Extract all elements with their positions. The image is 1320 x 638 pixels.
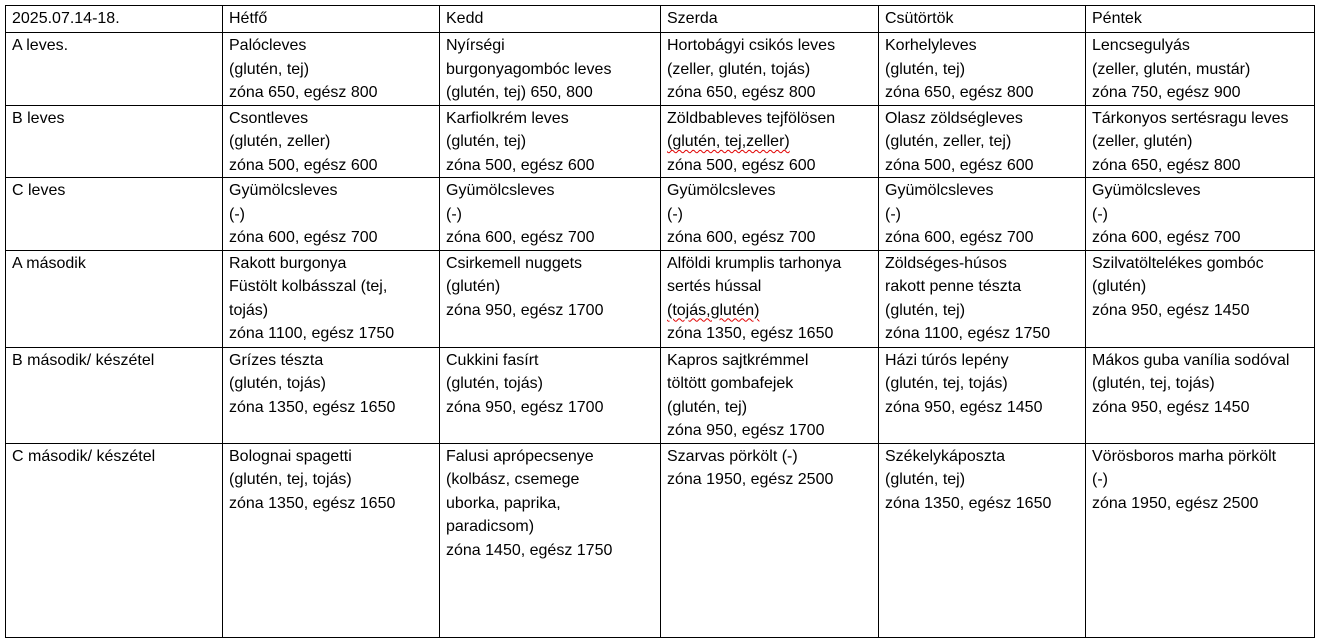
dish-name: Házi túrós lepény <box>885 351 1009 369</box>
allergens: (glutén, zeller, tej) <box>885 133 1012 150</box>
allergens: (-) <box>229 205 245 223</box>
menu-cell <box>661 178 879 251</box>
day-header-friday <box>1086 6 1315 33</box>
day-label: Csütörtök <box>885 10 954 27</box>
allergens: (glutén) <box>1092 278 1147 295</box>
row-label-cell <box>6 250 223 347</box>
price: zóna 950, egész 1700 <box>667 422 825 439</box>
price: zóna 500, egész 600 <box>667 156 816 174</box>
dish-name: Falusi aprópecsenye <box>446 447 594 465</box>
price: zóna 600, egész 700 <box>229 229 378 246</box>
price: zóna 950, egész 1700 <box>446 398 604 416</box>
spellcheck-underlined-text: (glutén, tej,zeller) <box>667 133 790 150</box>
dish-name: Tárkonyos sertésragu leves <box>1092 109 1289 127</box>
price: zóna 500, egész 600 <box>229 156 378 174</box>
day-header-thursday <box>879 6 1086 33</box>
dish-name: Csontleves <box>229 109 309 127</box>
dish-name: (kolbász, csemege <box>446 471 580 488</box>
price: zóna 650, egész 800 <box>885 84 1034 101</box>
price: zóna 500, egész 600 <box>885 156 1034 174</box>
dish-name: Lencsegulyás <box>1092 37 1190 54</box>
row-label: C leves <box>12 182 66 199</box>
allergens: (-) <box>446 205 462 223</box>
allergens: (-) <box>885 205 901 223</box>
menu-row-b-soup <box>6 105 1315 178</box>
menu-cell <box>1086 178 1315 251</box>
dish-name: Csirkemell nuggets <box>446 254 583 272</box>
dish-name: Zöldséges-húsos <box>885 254 1007 272</box>
menu-cell <box>879 178 1086 251</box>
dish-name: Szarvas pörkölt (-) <box>667 447 798 465</box>
day-label: Hétfő <box>229 10 268 27</box>
price: zóna 750, egész 900 <box>1092 84 1241 101</box>
menu-row-c-main <box>6 443 1315 637</box>
dish-name: Alföldi krumplis tarhonya <box>667 254 842 272</box>
price: zóna 950, egész 1450 <box>1092 301 1250 319</box>
price: zóna 600, egész 700 <box>446 229 595 246</box>
allergens: (glutén, tej, tojás) <box>229 471 352 488</box>
price: zóna 1950, egész 2500 <box>1092 494 1259 512</box>
dish-name: Szilvatöltelékes gombóc <box>1092 254 1264 272</box>
menu-cell <box>661 105 879 178</box>
row-label: C második/ készétel <box>12 447 156 465</box>
day-label: Szerda <box>667 10 718 27</box>
date-range-cell <box>6 6 223 33</box>
menu-cell <box>1086 443 1315 637</box>
row-label: B második/ készétel <box>12 351 155 369</box>
allergens: (glutén, tej) <box>885 301 966 319</box>
price: zóna 950, egész 1450 <box>885 398 1043 416</box>
row-label-cell <box>6 33 223 106</box>
dish-name: Palócleves <box>229 37 307 54</box>
dish-name: rakott penne tészta <box>885 278 1022 295</box>
menu-cell <box>440 33 661 106</box>
dish-name: Rakott burgonya <box>229 254 347 272</box>
menu-cell <box>440 105 661 178</box>
dish-name: Mákos guba vanília sodóval <box>1092 351 1290 369</box>
menu-cell <box>1086 105 1315 178</box>
price: zóna 500, egész 600 <box>446 156 595 174</box>
menu-cell <box>1086 347 1315 443</box>
price: zóna 1350, egész 1650 <box>229 398 396 416</box>
dish-name: burgonyagombóc leves <box>446 60 612 78</box>
menu-cell <box>1086 33 1315 106</box>
row-label-cell <box>6 443 223 637</box>
dish-name: sertés hússal <box>667 278 762 295</box>
dish-name: Kapros sajtkrémmel <box>667 351 809 369</box>
menu-row-b-main <box>6 347 1315 443</box>
dish-name: Cukkini fasírt <box>446 351 539 369</box>
allergens: (glutén, tej) <box>885 471 966 488</box>
allergens: (-) <box>1092 205 1108 223</box>
menu-cell <box>440 347 661 443</box>
allergens: (glutén, tej) <box>885 60 966 78</box>
spellcheck-underlined-text: (tojás,glutén) <box>667 301 760 319</box>
dish-name: paradicsom) <box>446 518 535 535</box>
allergens: (glutén, tej) <box>667 398 748 416</box>
dish-name: Olasz zöldségleves <box>885 109 1023 127</box>
row-label: A leves. <box>12 37 69 54</box>
dish-name: Gyümölcsleves <box>229 182 338 199</box>
dish-name: Füstölt kolbásszal (tej, <box>229 278 388 295</box>
menu-cell <box>879 443 1086 637</box>
allergens: (glutén, tojás) <box>229 375 326 392</box>
menu-cell <box>440 178 661 251</box>
menu-row-a-main <box>6 250 1315 347</box>
price: zóna 950, egész 1450 <box>1092 398 1250 416</box>
dish-name: Nyírségi <box>446 37 505 54</box>
menu-cell <box>223 347 440 443</box>
menu-cell <box>879 33 1086 106</box>
day-header-tuesday <box>440 6 661 33</box>
menu-cell <box>661 443 879 637</box>
price: zóna 1950, egész 2500 <box>667 471 834 488</box>
price: zóna 600, egész 700 <box>667 229 816 246</box>
dish-name: Gyümölcsleves <box>885 182 994 199</box>
dish-name: Bolognai spagetti <box>229 447 352 465</box>
price: zóna 1350, egész 1650 <box>667 325 834 342</box>
menu-cell <box>661 347 879 443</box>
price: zóna 650, egész 800 <box>229 84 378 101</box>
menu-cell <box>879 347 1086 443</box>
allergens: (-) <box>1092 471 1108 488</box>
day-label: Péntek <box>1092 10 1142 27</box>
date-range: 2025.07.14-18. <box>12 10 120 27</box>
allergens: (glutén) <box>446 278 501 295</box>
menu-cell <box>1086 250 1315 347</box>
row-label: A második <box>12 254 86 272</box>
row-label: B leves <box>12 109 65 127</box>
price: zóna 1450, egész 1750 <box>446 541 613 559</box>
price: zóna 1100, egész 1750 <box>885 325 1051 342</box>
allergens: (zeller, glutén) <box>1092 133 1193 150</box>
price: zóna 600, egész 700 <box>1092 229 1241 246</box>
day-label: Kedd <box>446 10 484 27</box>
dish-name: Vörösboros marha pörkölt <box>1092 447 1277 465</box>
allergens: (zeller, glutén, tojás) <box>667 60 811 78</box>
menu-cell <box>879 250 1086 347</box>
menu-cell <box>879 105 1086 178</box>
dish-name: Karfiolkrém leves <box>446 109 569 127</box>
allergens <box>667 130 872 154</box>
price: zóna 650, egész 800 <box>1092 156 1241 174</box>
menu-cell <box>440 250 661 347</box>
price: (glutén, tej) 650, 800 <box>446 84 593 101</box>
dish-name: Korhelyleves <box>885 37 977 54</box>
allergens: (glutén, tej, tojás) <box>1092 375 1215 392</box>
allergens: (glutén, tej) <box>446 133 527 150</box>
dish-name: uborka, paprika, <box>446 494 561 512</box>
allergens <box>667 299 872 323</box>
menu-cell <box>223 105 440 178</box>
menu-cell <box>223 250 440 347</box>
allergens: (glutén, tojás) <box>446 375 543 392</box>
menu-row-c-soup <box>6 178 1315 251</box>
allergens: tojás) <box>229 301 269 319</box>
menu-row-a-soup <box>6 33 1315 106</box>
price: zóna 1350, egész 1650 <box>885 494 1052 512</box>
price: zóna 650, egész 800 <box>667 84 816 101</box>
price: zóna 950, egész 1700 <box>446 301 604 319</box>
dish-name: Hortobágyi csikós leves <box>667 37 836 54</box>
allergens: (zeller, glutén, mustár) <box>1092 60 1251 78</box>
dish-name: töltött gombafejek <box>667 375 794 392</box>
price: zóna 1350, egész 1650 <box>229 494 396 512</box>
allergens: (-) <box>667 205 683 223</box>
price: zóna 1100, egész 1750 <box>229 325 395 342</box>
row-label-cell <box>6 105 223 178</box>
menu-cell <box>223 33 440 106</box>
allergens: (glutén, zeller) <box>229 133 331 150</box>
menu-cell <box>440 443 661 637</box>
row-label-cell <box>6 178 223 251</box>
allergens: (glutén, tej) <box>229 60 310 78</box>
weekly-menu-table <box>5 5 1315 638</box>
dish-name: Gyümölcsleves <box>446 182 555 199</box>
header-row <box>6 6 1315 33</box>
day-header-monday <box>223 6 440 33</box>
row-label-cell <box>6 347 223 443</box>
price: zóna 600, egész 700 <box>885 229 1034 246</box>
dish-name: Gyümölcsleves <box>667 182 776 199</box>
dish-name: Zöldbableves tejfölösen <box>667 109 836 127</box>
dish-name: Gyümölcsleves <box>1092 182 1201 199</box>
menu-cell <box>661 250 879 347</box>
day-header-wednesday <box>661 6 879 33</box>
allergens: (glutén, tej, tojás) <box>885 375 1008 392</box>
menu-cell <box>223 178 440 251</box>
dish-name: Grízes tészta <box>229 351 324 369</box>
menu-cell <box>223 443 440 637</box>
menu-cell <box>661 33 879 106</box>
dish-name: Székelykáposzta <box>885 447 1006 465</box>
